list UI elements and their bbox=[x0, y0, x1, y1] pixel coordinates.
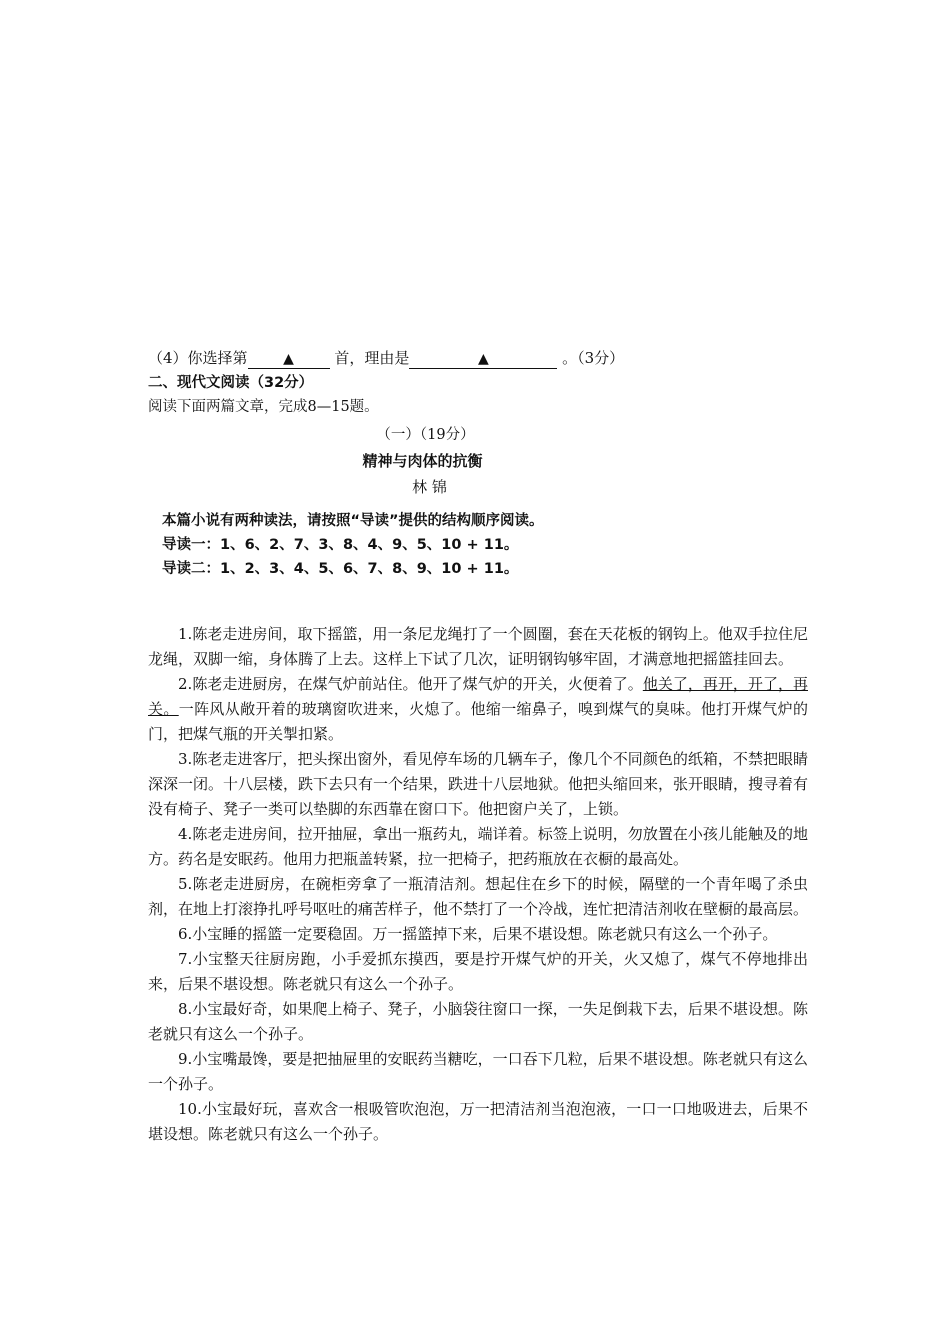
answer-blank-poem-number[interactable] bbox=[248, 349, 330, 369]
triangle-marker-icon: ▲ bbox=[283, 351, 294, 367]
paragraph-4: 4.陈老走进房间，拉开抽屉，拿出一瓶药丸，端详着。标签上说明，勿放置在小孩儿能触及的地方。药名是安眠药。他用力把瓶盖转紧，拉一把椅子，把药瓶放在衣橱的最高处。 bbox=[148, 825, 808, 868]
paragraph-7: 7.小宝整天往厨房跑，小手爱抓东摸西，要是拧开煤气炉的开关，火又熄了，煤气不停地排出来，后果不堪设想。陈老就只有这么一个孙子。 bbox=[148, 950, 808, 993]
part-label: （一）（19分） bbox=[376, 427, 475, 443]
paragraph-3: 3.陈老走进客厅，把头探出窗外，看见停车场的几辆车子，像几个不同颜色的纸箱，不禁把眼睛深深一闭。十八层楼，跌下去只有一个结果，跌进十八层地狱。他把头缩回来，张开眼睛，搜寻着有没有椅子、凳子一类可以垫脚的东西靠在窗口下。他把窗户关了，上锁。 bbox=[148, 750, 809, 818]
paragraph-8: 8.小宝最好奇，如果爬上椅子、凳子，小脑袋往窗口一探，一失足倒栽下去，后果不堪设想。陈老就只有这么一个孙子。 bbox=[148, 1000, 808, 1043]
paragraph-10: 10.小宝最好玩，喜欢含一根吸管吹泡泡，万一把清洁剂当泡泡液，一口一口地吸进去，后果不堪设想。陈老就只有这么一个孙子。 bbox=[148, 1100, 808, 1143]
section-instruction: 阅读下面两篇文章，完成8—15题。 bbox=[148, 399, 379, 415]
reading-guide-1: 导读一：1、6、2、7、3、8、4、9、5、10 + 11。 bbox=[162, 537, 519, 553]
question-4-prefix: （4）你选择第 bbox=[148, 349, 248, 367]
section-heading: 二、现代文阅读（32分） bbox=[148, 375, 314, 391]
paragraph-2: 2.陈老走进厨房，在煤气炉前站住。他开了煤气炉的开关，火便着了。他关了，再开，开了，再关。一阵风从敞开着的玻璃窗吹进来，火熄了。他缩一缩鼻子，嗅到煤气的臭味。他打开煤气炉的门，把煤气瓶的开关掣扣紧。 bbox=[148, 675, 808, 743]
paragraph-9: 9.小宝嘴最馋，要是把抽屉里的安眠药当糖吃，一口吞下几粒，后果不堪设想。陈老就只有这么一个孙子。 bbox=[148, 1050, 808, 1093]
question-4-suffix: 。（3分） bbox=[557, 349, 625, 367]
underlined-sentence: 他关了，再开，开了，再关。 bbox=[148, 675, 808, 718]
answer-blank-reason[interactable] bbox=[409, 349, 557, 369]
triangle-marker-icon: ▲ bbox=[477, 351, 489, 367]
article-author: 林 锦 bbox=[412, 478, 447, 496]
question-4 bbox=[148, 347, 624, 369]
paragraph-5: 5.陈老走进厨房，在碗柜旁拿了一瓶清洁剂。想起住在乡下的时候，隔壁的一个青年喝了杀虫剂，在地上打滚挣扎呼号呕吐的痛苦样子，他不禁打了一个冷战，连忙把清洁剂收在壁橱的最高层。 bbox=[148, 875, 809, 918]
paragraph-1: 1.陈老走进房间，取下摇篮，用一条尼龙绳打了一个圆圈，套在天花板的钢钩上。他双手拉住尼龙绳，双脚一缩，身体腾了上去。这样上下试了几次，证明钢钩够牢固，才满意地把摇篮挂回去。 bbox=[148, 625, 808, 668]
article-body bbox=[148, 622, 808, 1147]
reading-guide-2: 导读二：1、2、3、4、5、6、7、8、9、10 + 11。 bbox=[162, 561, 519, 577]
reading-guide-note: 本篇小说有两种读法，请按照“导读”提供的结构顺序阅读。 bbox=[162, 513, 544, 529]
paragraph-6: 6.小宝睡的摇篮一定要稳固。万一摇篮掉下来，后果不堪设想。陈老就只有这么一个孙子。 bbox=[178, 925, 778, 943]
article-title: 精神与肉体的抗衡 bbox=[362, 452, 483, 470]
question-4-middle: 首，理由是 bbox=[329, 349, 410, 367]
